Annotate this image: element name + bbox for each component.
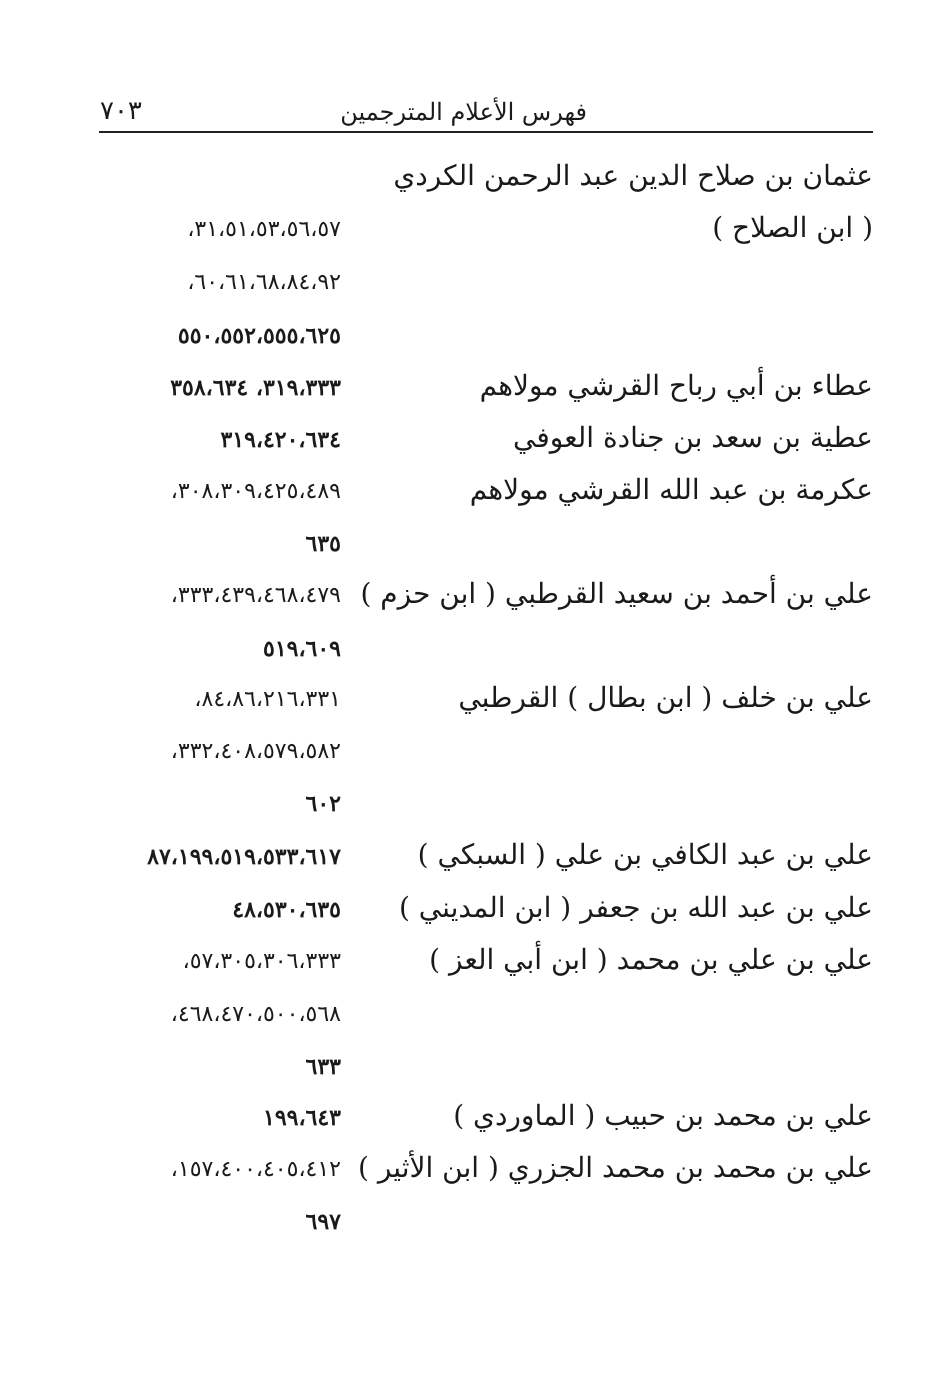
entry-pages: ٥٥٠،٥٥٢،٥٥٥،٦٢٥: [177, 323, 341, 349]
entry-name: عطاء بن أبي رباح القرشي مولاهم: [479, 369, 873, 402]
entry-pages: ٣٣٣،٤٣٩،٤٦٨،٤٧٩،: [170, 583, 341, 608]
running-header-title: فهرس الأعلام المترجمين: [340, 98, 587, 126]
entry-pages: ٣١٩،٤٢٠،٦٣٤: [220, 427, 341, 453]
entry-name: علي بن محمد بن حبيب ( الماوردي ): [453, 1099, 873, 1132]
entry-pages: ٦٣٣: [305, 1054, 341, 1080]
entry-name: عثمان بن صلاح الدين عبد الرحمن الكردي: [393, 159, 873, 192]
entry-pages: ١٥٧،٤٠٠،٤٠٥،٤١٢،: [170, 1157, 341, 1182]
entry-pages: ٦٠٢: [305, 791, 341, 817]
entry-pages: ٣١٩،٣٣٣، ٣٥٨،٦٣٤: [170, 375, 341, 401]
entry-pages: ١٩٩،٦٤٣: [263, 1105, 341, 1131]
entry-pages: ٤٨،٥٣٠،٦٣٥: [232, 897, 341, 923]
entry-pages: ٣٠٨،٣٠٩،٤٢٥،٤٨٩،: [170, 479, 341, 504]
entry-pages: ٤٦٨،٤٧٠،٥٠٠،٥٦٨،: [170, 1002, 341, 1027]
entry-pages: ٥١٩،٦٠٩: [263, 636, 341, 662]
entry-pages: ٨٤،٨٦،٢١٦،٣٣١،: [194, 687, 341, 712]
entry-name: علي بن أحمد بن سعيد القرطبي ( ابن حزم ): [360, 577, 873, 610]
entry-name: علي بن محمد بن محمد الجزري ( ابن الأثير ): [358, 1151, 873, 1184]
entry-name: علي بن علي بن محمد ( ابن أبي العز ): [429, 943, 873, 976]
entry-pages: ٦٣٥: [305, 531, 341, 557]
entry-name: عكرمة بن عبد الله القرشي مولاهم: [469, 473, 873, 506]
entry-pages: ٥٧،٣٠٥،٣٠٦،٣٣٣،: [182, 949, 341, 974]
entry-pages: ٦٠،٦١،٦٨،٨٤،٩٢،: [187, 270, 341, 295]
entry-name: علي بن عبد الله بن جعفر ( ابن المديني ): [398, 891, 873, 924]
page-number: ٧٠٣: [100, 96, 142, 126]
header-rule: [99, 131, 873, 133]
entry-name: ( ابن الصلاح ): [712, 211, 873, 244]
entry-pages: ٣٣٢،٤٠٨،٥٧٩،٥٨٢،: [170, 739, 341, 764]
entry-name: علي بن عبد الكافي بن علي ( السبكي ): [417, 838, 873, 871]
entry-pages: ٣١،٥١،٥٣،٥٦،٥٧،: [187, 217, 341, 242]
entry-pages: ٦٩٧: [305, 1209, 341, 1235]
entry-pages: ٨٧،١٩٩،٥١٩،٥٣٣،٦١٧: [147, 844, 341, 870]
entry-name: عطية بن سعد بن جنادة العوفي: [513, 421, 873, 454]
entry-name: علي بن خلف ( ابن بطال ) القرطبي: [458, 681, 873, 714]
